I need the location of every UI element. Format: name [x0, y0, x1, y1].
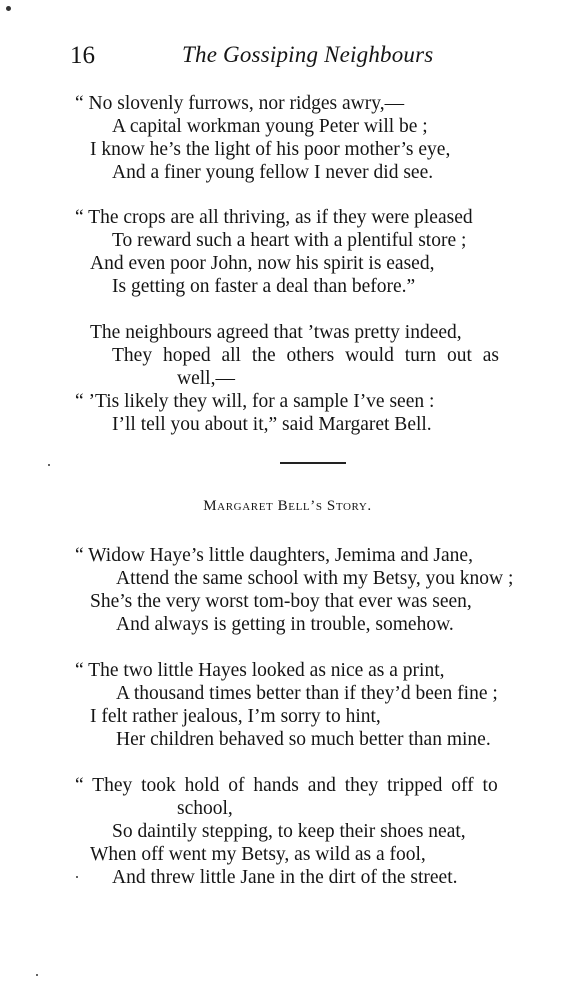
poem-line: I know he’s the light of his poor mother’s eye,: [90, 139, 451, 160]
poem-line: A capital workman young Peter will be ;: [112, 116, 428, 137]
story-title: Margaret Bell’s Story.: [203, 498, 372, 514]
poem-line: To reward such a heart with a plentiful store ;: [112, 230, 467, 251]
page-number: 16: [70, 42, 95, 69]
poem-line: They hoped all the others would turn out as: [112, 345, 500, 366]
poem-line: The neighbours agreed that ’twas pretty indeed,: [90, 322, 462, 343]
poem-line: “ Widow Haye’s little daughters, Jemima and Jane,: [75, 545, 473, 566]
speck-mark: [6, 6, 11, 11]
speck-mark: [48, 464, 50, 466]
poem-line: I’ll tell you about it,” said Margaret Bell.: [112, 414, 432, 435]
poem-line: Her children behaved so much better than mine.: [116, 729, 491, 750]
poem-line: So daintily stepping, to keep their shoes neat,: [112, 821, 466, 842]
poem-line: “ ’Tis likely they will, for a sample I’ve seen :: [75, 391, 435, 412]
poem-line: well,—: [177, 368, 235, 389]
speck-mark: [76, 876, 78, 878]
poem-line: When off went my Betsy, as wild as a fool,: [90, 844, 426, 865]
poem-line: Attend the same school with my Betsy, you know ;: [116, 568, 514, 589]
poem-line: And always is getting in trouble, somehow.: [116, 614, 454, 635]
poem-line: I felt rather jealous, I’m sorry to hint,: [90, 706, 381, 727]
poem-line: She’s the very worst tom-boy that ever was seen,: [90, 591, 472, 612]
speck-mark: [36, 974, 38, 976]
section-divider: [280, 462, 346, 464]
poem-line: And threw little Jane in the dirt of the street.: [112, 867, 458, 888]
poem-line: And a finer young fellow I never did see.: [112, 162, 434, 183]
poem-line: “ No slovenly furrows, nor ridges awry,—: [75, 93, 405, 114]
page-header: [0, 40, 575, 74]
poem-line: And even poor John, now his spirit is eased,: [90, 253, 435, 274]
poem-line: A thousand times better than if they’d been fine ;: [116, 683, 498, 704]
poem-line: school,: [177, 798, 233, 819]
running-title: The Gossiping Neighbours: [182, 42, 434, 67]
poem-line: Is getting on faster a deal than before.”: [112, 276, 416, 297]
poem-line: “ The crops are all thriving, as if they were pleased: [75, 207, 473, 228]
poem-line: “ The two little Hayes looked as nice as a print,: [75, 660, 445, 681]
poem-line: “ They took hold of hands and they tripped off to: [75, 775, 498, 796]
